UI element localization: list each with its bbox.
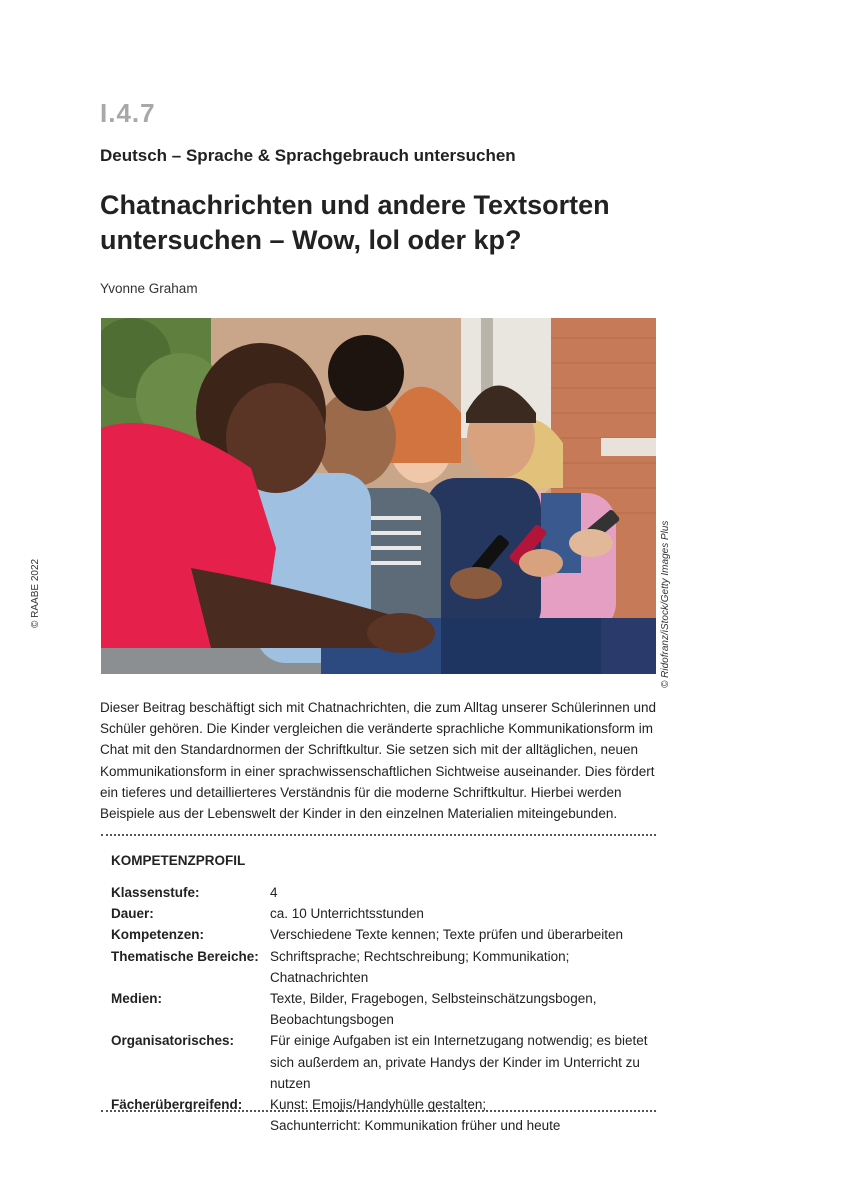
author: Yvonne Graham xyxy=(100,281,198,296)
profile-row xyxy=(111,988,656,1030)
photo-credit: © Ridofranz/iStock/Getty Images Plus xyxy=(660,520,671,688)
profile-label: Medien: xyxy=(111,991,163,1007)
profile-value: 4 xyxy=(270,885,278,900)
profile-row xyxy=(111,882,656,903)
profile-value: Verschiedene Texte kennen; Texte prüfen und überarbeiten xyxy=(270,927,624,943)
profile-row xyxy=(111,924,656,945)
module-code: I.4.7 xyxy=(100,98,156,128)
profile-value: ca. 10 Unterrichtsstunden xyxy=(270,906,424,922)
intro-paragraph xyxy=(100,697,663,824)
profile-label: Organisatorisches: xyxy=(111,1033,235,1049)
profile-row xyxy=(111,903,656,924)
profile-label: Dauer: xyxy=(111,906,154,922)
subject-line: Deutsch – Sprache & Sprachgebrauch untersuchen xyxy=(100,146,516,165)
copyright-notice: © RAABE 2022 xyxy=(30,558,41,628)
profile-value: Texte, Bilder, Fragebogen, Selbsteinschätzungsbogen, Beobachtungsbogen xyxy=(270,991,597,1028)
intro-text: Dieser Beitrag beschäftigt sich mit Chatnachrichten, die zum Alltag unserer Schülerinnen und Schüler gehören. Die Kinder vergleichen die veränderte sprachliche Kommunikationsform im Chat mit den Standardnormen der Schriftkultur. Sie setzen sich mit der alltäglichen, neuen Kommunikationsform in einer sprachwissenschaftlichen Sichtweise auseinander. Dies fördert ein tieferes und detaillierteres Verständnis für die moderne Schriftkultur. Hierbei werden Beispiele aus der Lebenswelt der Kinder in den einzelnen Materialien miteingebunden. xyxy=(100,700,657,822)
profile-label: Kompetenzen: xyxy=(111,927,205,943)
profile-label: Fächerübergreifend: xyxy=(111,1097,243,1113)
divider-top xyxy=(101,834,656,836)
profile-row xyxy=(111,946,656,988)
profile-value: Schriftsprache; Rechtschreibung; Kommunikation; Chatnachrichten xyxy=(270,948,570,985)
profile-label: Klassenstufe: xyxy=(111,885,200,900)
children-with-phones-photo xyxy=(101,318,656,674)
profile-row xyxy=(111,1030,656,1094)
profile-value: Kunst: Emojis/Handyhülle gestalten; Sachunterricht: Kommunikation früher und heute xyxy=(270,1097,561,1134)
profile-label: Thematische Bereiche: xyxy=(111,948,259,964)
profile-value: Für einige Aufgaben ist ein Internetzugang notwendig; es bietet sich außerdem an, private Handys der Kinder im Unterricht zu nutzen xyxy=(270,1033,648,1091)
competence-profile xyxy=(111,882,656,1136)
profile-heading: KOMPETENZPROFIL xyxy=(111,853,246,868)
profile-row xyxy=(111,1094,656,1136)
page-title: Chatnachrichten und andere Textsorten untersuchen – Wow, lol oder kp? xyxy=(100,190,610,255)
divider-bottom xyxy=(101,1110,656,1112)
